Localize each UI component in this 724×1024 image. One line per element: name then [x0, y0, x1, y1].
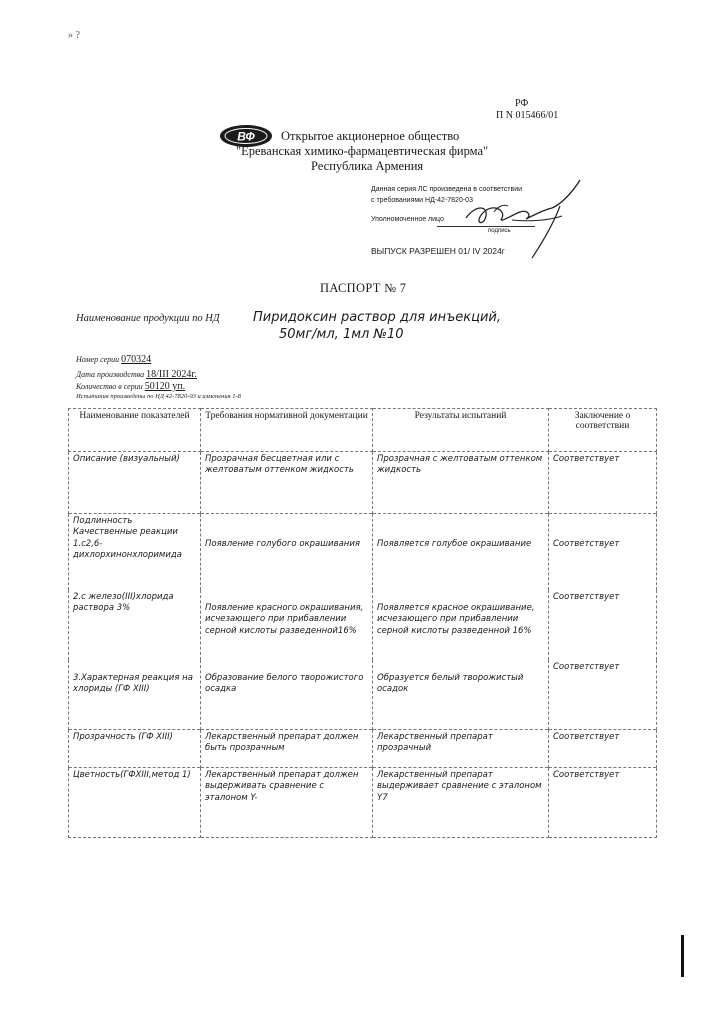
header-conclusion: Заключение о соответствии [549, 409, 657, 452]
company-line-1: Открытое акционерное общество [281, 129, 460, 143]
cell-result: Образуется белый творожистый осадок [373, 660, 549, 730]
cell-indicator: 2.с железо(III)хлорида раствора 3% [69, 590, 201, 660]
cell-requirement: Лекарственный препарат должен быть прозрачным [201, 730, 373, 768]
registration-country: РФ [515, 98, 529, 109]
test-results-table [68, 408, 657, 838]
cell-conclusion: Соответствует [549, 730, 657, 768]
cell-requirement: Образование белого творожистого осадка [201, 660, 373, 730]
document-title: ПАСПОРТ № 7 [320, 281, 407, 295]
header-results: Результаты испытаний [373, 409, 549, 452]
cell-conclusion: Соответствует [549, 452, 657, 514]
cell-conclusion: Соответствует [549, 514, 657, 590]
cell-result: Лекарственный препарат прозрачный [373, 730, 549, 768]
table-row [69, 590, 657, 660]
date-value: 18/III 2024г. [146, 369, 197, 380]
cell-result: Лекарственный препарат выдерживает сравнение с эталоном Y7 [373, 768, 549, 838]
cell-indicator: Описание (визуальный) [69, 452, 201, 514]
certification-line-1: Данная серия ЛС произведена в соответствии [371, 186, 523, 193]
table-row [69, 730, 657, 768]
tested-by-standard: Испытания произведены по НД 42-7820-03 и изменения 1-8 [76, 393, 241, 400]
product-name-line-2: 50мг/мл, 1мл №10 [279, 327, 404, 342]
certification-line-2: с требованиями НД-42-7820-03 [371, 197, 473, 204]
series-label: Номер серии [76, 355, 120, 364]
cell-indicator: 3.Характерная реакция на хлориды (ГФ XIII) [69, 660, 201, 730]
quantity-field [76, 381, 185, 392]
company-line-3: Республика Армения [311, 159, 424, 173]
product-name-line-1: Пиридоксин раствор для инъекций, [253, 310, 501, 325]
cell-conclusion: Соответствует [549, 768, 657, 838]
signature-label: подпись [488, 228, 511, 234]
date-field [76, 369, 197, 380]
cell-conclusion: Соответствует [549, 660, 657, 730]
cell-requirement: Появление голубого окрашивания [201, 514, 373, 590]
quantity-label: Количество в серии [76, 382, 143, 391]
table-header-row [69, 409, 657, 452]
cell-indicator: Подлинность Качественные реакции 1.с2,6-дихлорхинонхлоримида [69, 514, 201, 590]
company-line-2: "Ереванская химико-фармацевтическая фирма" [236, 144, 489, 158]
cell-indicator: Прозрачность (ГФ XIII) [69, 730, 201, 768]
cell-requirement: Лекарственный препарат должен выдерживать сравнение с эталоном Y- [201, 768, 373, 838]
series-value: 070324 [121, 354, 152, 365]
date-label: Дата производства [76, 370, 145, 379]
logo-text: ВФ [237, 129, 255, 144]
scan-margin-mark [681, 935, 684, 977]
table-row [69, 768, 657, 838]
product-label: Наименование продукции по НД [76, 313, 220, 324]
cell-result: Появляется красное окрашивание, исчезающего при прибавлении серной кислоты разведенной 16% [373, 590, 549, 660]
cell-result: Прозрачная с желтоватым оттенком жидкость [373, 452, 549, 514]
quantity-value: 50120 уп. [144, 381, 186, 392]
header-requirements: Требования нормативной документации [201, 409, 373, 452]
cell-requirement: Появление красного окрашивания, исчезающего при прибавлении серной кислоты разведенной16% [201, 590, 373, 660]
cell-conclusion: Соответствует [549, 590, 657, 660]
corner-speck: » ? [68, 30, 80, 41]
table-row [69, 514, 657, 590]
cell-result: Появляется голубое окрашивание [373, 514, 549, 590]
registration-number: П N 015466/01 [496, 110, 559, 121]
series-field [76, 354, 151, 365]
table-row [69, 660, 657, 730]
release-permission: ВЫПУСК РАЗРЕШЕН 01/ IV 2024г [371, 246, 505, 256]
header-indicator: Наименование показателей [69, 409, 201, 452]
cell-requirement: Прозрачная бесцветная или с желтоватым оттенком жидкость [201, 452, 373, 514]
table-row [69, 452, 657, 514]
certification-line-3: Уполномоченное лицо [371, 216, 444, 223]
cell-indicator: Цветность(ГФXIII,метод 1) [69, 768, 201, 838]
